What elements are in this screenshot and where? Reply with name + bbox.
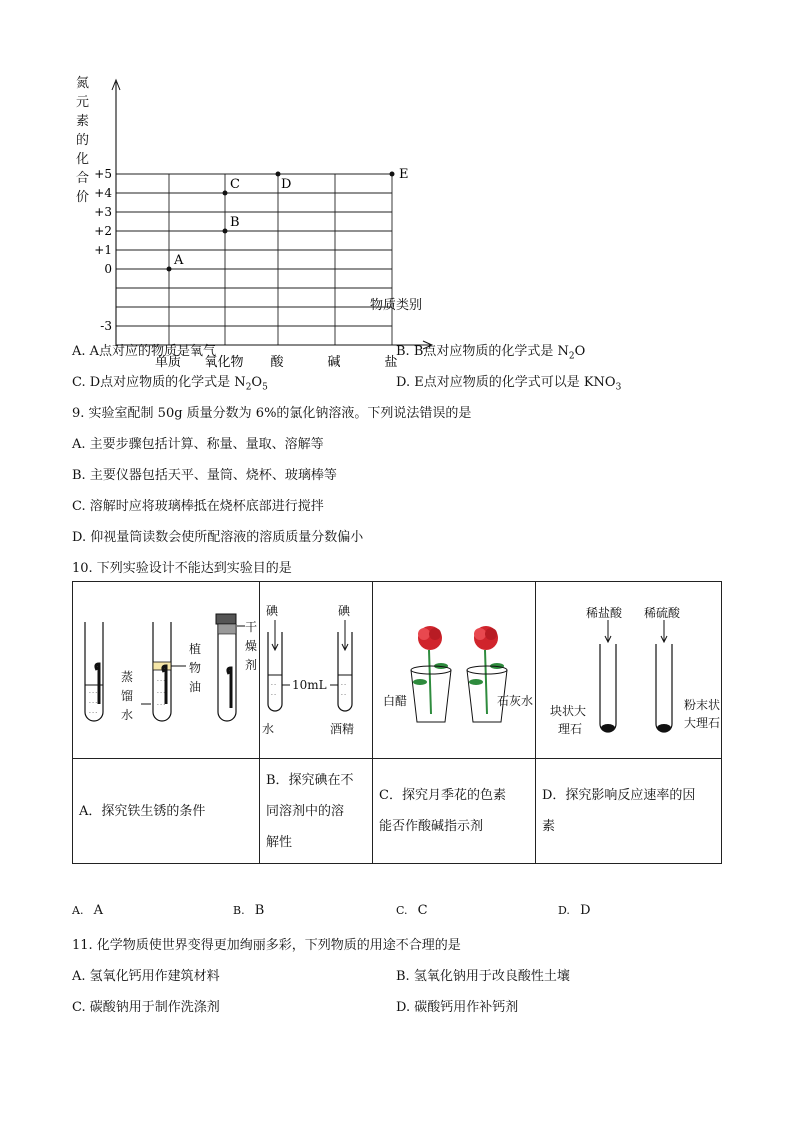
q10-stem: 10. 下列实验设计不能达到实验目的是 — [72, 561, 292, 576]
label-line: 粉末状 — [684, 698, 721, 712]
dilute-h2so4-label: 稀硫酸 — [644, 606, 681, 620]
rust-experiment-figure — [73, 582, 259, 759]
svg-text:- - -: - - - — [89, 690, 98, 696]
q10-option-a — [72, 903, 103, 918]
q8-option-c-text: C. D点对应物质的化学式是 N — [72, 375, 246, 390]
y-tick-label: +3 — [94, 205, 112, 219]
q9-option-a: A. 主要步骤包括计算、称量、量取、溶解等 — [72, 437, 324, 452]
svg-text:- -: - - — [271, 682, 276, 688]
iodine-label: 碘 — [338, 604, 351, 618]
svg-text:- - -: - - - — [157, 690, 166, 696]
q8-option-a: A. A点对应的物质是氧气 — [72, 344, 217, 359]
data-point-label: B — [230, 215, 240, 230]
volume-label: 10mL — [292, 678, 327, 692]
option-value: C — [417, 903, 428, 918]
caption-b — [260, 759, 373, 864]
data-point — [276, 172, 281, 177]
fig-a-cell — [73, 582, 260, 759]
data-point — [167, 267, 172, 272]
option-letter: D. — [558, 904, 570, 917]
q11-option-d: D. 碳酸钙用作补钙剂 — [396, 1000, 519, 1015]
q8-option-b — [396, 340, 585, 362]
q8-option-d — [396, 371, 621, 393]
svg-text:- - -: - - - — [89, 700, 98, 706]
option-value: A — [93, 903, 103, 918]
dilute-hcl-label: 稀盐酸 — [586, 606, 623, 620]
y-label-char: 的 — [76, 133, 90, 148]
q10-option-c — [396, 903, 428, 918]
x-tick-label: 氧化物 — [204, 355, 244, 370]
caption-line: 同溶剂中的溶 — [266, 803, 345, 819]
label-char: 油 — [189, 680, 202, 694]
label-line: 理石 — [558, 722, 583, 736]
data-point-label: E — [399, 167, 409, 182]
label-char: 馏 — [121, 689, 134, 703]
subscript: 5 — [262, 382, 268, 393]
data-point-label: C — [230, 177, 240, 192]
marble-powder-label — [684, 696, 720, 732]
label-char: 蒸 — [121, 670, 134, 684]
q8-option-c — [72, 371, 268, 393]
svg-text:- -: - - — [341, 682, 346, 688]
label-char: 植 — [189, 642, 202, 656]
q9-stem: 9. 实验室配制 50g 质量分数为 6%的氯化钠溶液。下列说法错误的是 — [72, 406, 472, 421]
option-letter: B. — [233, 904, 245, 917]
subscript: 2 — [245, 382, 252, 393]
q11-stem: 11. 化学物质使世界变得更加绚丽多彩，下列物质的用途不合理的是 — [72, 938, 461, 953]
q9-option-d: D. 仰视量筒读数会使所配溶液的溶质质量分数偏小 — [72, 530, 364, 545]
limewater-label: 石灰水 — [497, 694, 534, 708]
y-label-char: 元 — [76, 95, 90, 110]
subscript: 2 — [568, 351, 575, 362]
option-value: D — [580, 903, 591, 918]
data-point-label: D — [281, 177, 292, 192]
q11-option-c: C. 碳酸钠用于制作洗涤剂 — [72, 1000, 220, 1015]
y-tick-label: -3 — [100, 319, 112, 333]
label-char: 燥 — [245, 639, 258, 653]
label-line: 块状大 — [550, 704, 587, 718]
y-label-char: 氮 — [76, 76, 90, 91]
q8-option-b-text: B. B点对应物质的化学式是 N — [396, 344, 569, 359]
water-label: 水 — [262, 722, 275, 736]
label-char: 物 — [189, 661, 202, 675]
svg-text:- - -: - - - — [157, 702, 166, 708]
label-char: 水 — [121, 708, 134, 722]
data-point — [223, 191, 228, 196]
caption-line: 素 — [542, 819, 556, 834]
caption-d — [536, 759, 722, 864]
y-tick-label: +5 — [94, 167, 112, 181]
q8-option-d-text: D. E点对应物质的化学式可以是 KNO — [396, 375, 616, 390]
label-line: 大理石 — [684, 716, 721, 730]
svg-text:- -: - - — [271, 692, 276, 698]
plant-oil-label — [189, 640, 201, 697]
alcohol-label: 酒精 — [330, 722, 355, 736]
marble-block-label — [550, 702, 586, 738]
q10-option-d — [558, 903, 591, 918]
y-label-char: 价 — [76, 190, 90, 205]
data-point-label: A — [174, 253, 184, 268]
label-char: 剂 — [245, 658, 258, 672]
svg-text:- -: - - — [341, 692, 346, 698]
q9-option-b: B. 主要仪器包括天平、量筒、烧杯、玻璃棒等 — [72, 468, 337, 483]
y-tick-label: +4 — [94, 186, 112, 200]
y-label-char: 合 — [76, 171, 90, 186]
q10-option-b — [233, 903, 264, 918]
desiccant-label — [245, 618, 257, 675]
x-tick-label: 单质 — [154, 355, 182, 370]
q9-option-c: C. 溶解时应将玻璃棒抵在烧杯底部进行搅拌 — [72, 499, 324, 514]
q10-experiment-table — [72, 581, 722, 864]
subscript: 3 — [615, 382, 622, 393]
svg-text:- - -: - - - — [157, 678, 166, 684]
caption-a — [73, 759, 260, 864]
data-point — [390, 172, 395, 177]
y-label-char: 素 — [76, 114, 90, 129]
x-tick-label: 碱 — [327, 355, 341, 370]
caption-line: 能否作酸碱指示剂 — [379, 819, 484, 834]
caption-line: D．探究影响反应速率的因 — [542, 788, 696, 803]
y-tick-label: +2 — [94, 224, 112, 238]
fig-c-cell — [373, 582, 536, 759]
option-value: B — [254, 903, 265, 918]
data-point — [223, 229, 228, 234]
x-axis-label: 物质类别 — [370, 298, 423, 313]
q8-option-b-tail: O — [574, 344, 586, 359]
distilled-water-label — [121, 668, 133, 725]
iodine-label: 碘 — [266, 604, 279, 618]
rose-indicator-figure — [373, 582, 535, 759]
caption-line: 解性 — [266, 834, 293, 850]
y-label-char: 化 — [76, 152, 90, 167]
option-letter: C. — [396, 904, 408, 917]
y-tick-label: 0 — [104, 262, 112, 276]
fig-b-cell — [260, 582, 373, 759]
q11-option-b: B. 氢氧化钠用于改良酸性土壤 — [396, 969, 570, 984]
q11-option-a: A. 氢氧化钙用作建筑材料 — [72, 969, 220, 984]
option-letter: A. — [72, 904, 84, 917]
x-tick-label: 盐 — [384, 355, 398, 370]
caption-c — [373, 759, 536, 864]
y-tick-label: +1 — [94, 243, 112, 257]
label-char: 干 — [245, 620, 258, 634]
x-tick-label: 酸 — [270, 355, 284, 370]
caption-line: C．探究月季花的色素 — [379, 788, 506, 803]
white-vinegar-label: 白醋 — [383, 694, 408, 708]
svg-text:- - -: - - - — [89, 710, 98, 716]
fig-d-cell — [536, 582, 722, 759]
caption-a-text: A．探究铁生锈的条件 — [79, 803, 206, 819]
caption-line: B．探究碘在不 — [266, 772, 354, 788]
q8-option-c-mid: O — [251, 375, 263, 390]
